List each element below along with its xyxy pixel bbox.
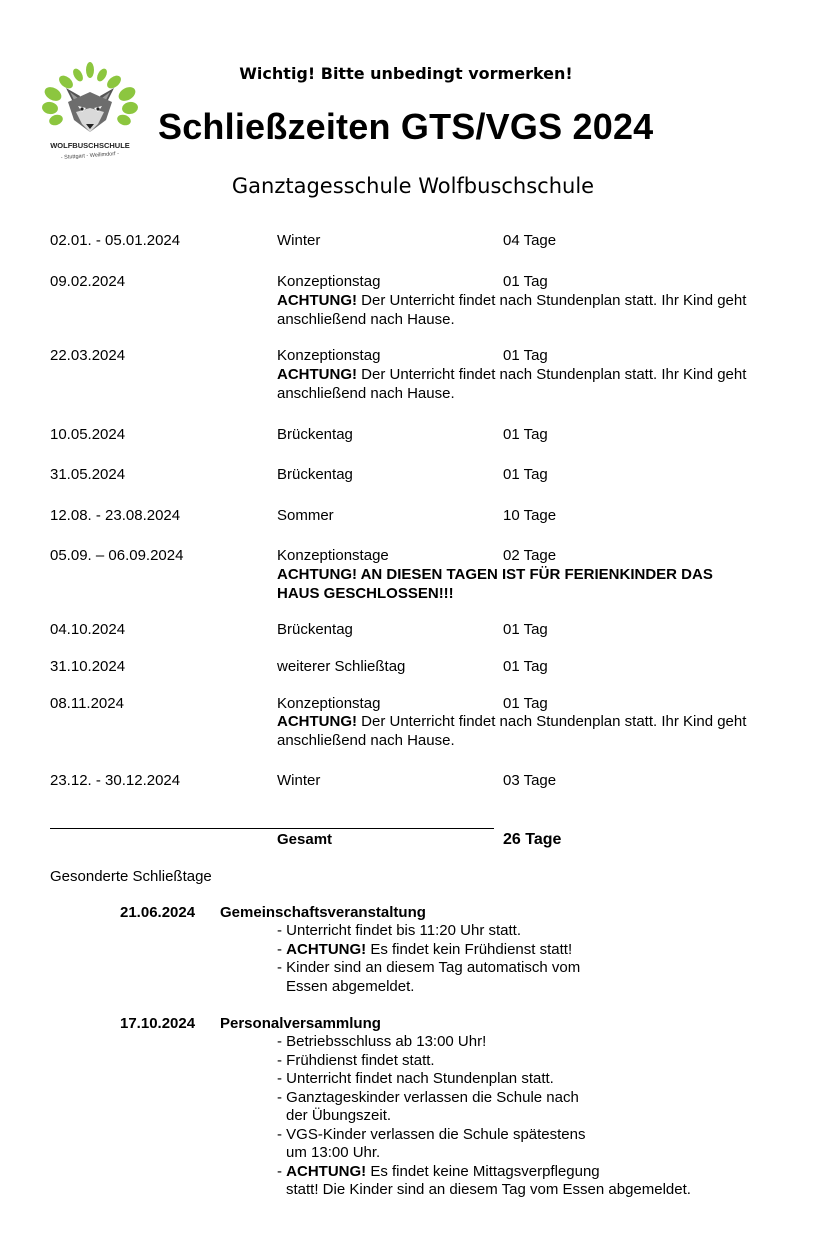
logo-text-top: WOLFBUSCHSCHULE — [50, 141, 130, 150]
closure-type: Brückentag — [277, 466, 353, 483]
closure-warning — [277, 291, 757, 329]
closure-duration: 01 Tag — [503, 695, 548, 712]
closure-type: Brückentag — [277, 621, 353, 638]
list-item: Essen abgemeldet. — [286, 977, 415, 995]
closure-date: 02.01. - 05.01.2024 — [50, 232, 181, 249]
total-label: Gesamt — [277, 831, 333, 848]
closure-duration: 01 Tag — [503, 347, 548, 364]
warning-label: ACHTUNG! — [277, 366, 357, 383]
closure-date: 31.10.2024 — [50, 658, 126, 675]
list-item: - VGS-Kinder verlassen die Schule spätestens — [277, 1125, 586, 1143]
closure-type: Winter — [277, 772, 321, 789]
event-details — [277, 922, 580, 996]
warning-label: ACHTUNG! — [277, 292, 357, 309]
logo-text-bottom: - Stuttgart - Weilimdorf - — [60, 150, 120, 162]
closure-date: 10.05.2024 — [50, 426, 126, 443]
closure-duration: 01 Tag — [503, 658, 548, 675]
warning-text: Der Unterricht findet nach Stundenplan statt. Ihr Kind geht anschließend nach Hause. — [277, 713, 747, 749]
closure-duration: 03 Tage — [503, 772, 557, 789]
list-item: statt! Die Kinder sind an diesem Tag vom Essen abgemeldet. — [286, 1181, 691, 1198]
list-item: der Übungszeit. — [286, 1107, 392, 1124]
page-subtitle: Ganztagesschule Wolfbuschschule — [231, 174, 595, 198]
closure-type: Konzeptionstag — [277, 347, 381, 364]
list-item: - Kinder sind an diesem Tag automatisch vom — [277, 959, 581, 976]
closure-date: 22.03.2024 — [50, 347, 126, 364]
list-item: - Ganztageskinder verlassen die Schule nach — [277, 1088, 579, 1106]
warning-text: Der Unterricht findet nach Stundenplan statt. Ihr Kind geht anschließend nach Hause. — [277, 292, 747, 328]
total-value: 26 Tage — [503, 831, 562, 848]
important-note: Wichtig! Bitte unbedingt vormerken! — [239, 64, 573, 83]
event-date: 21.06.2024 — [120, 904, 196, 921]
closure-warning — [277, 365, 757, 403]
list-item: - Betriebsschluss ab 13:00 Uhr! — [277, 1033, 487, 1050]
event-date: 17.10.2024 — [120, 1015, 196, 1032]
closure-type: Brückentag — [277, 426, 353, 443]
closure-date: 12.08. - 23.08.2024 — [50, 507, 181, 524]
closure-duration: 02 Tage — [503, 547, 557, 564]
warning-text: Der Unterricht findet nach Stundenplan statt. Ihr Kind geht anschließend nach Hause. — [277, 366, 747, 402]
special-closures-title: Gesonderte Schließtage — [50, 868, 212, 885]
closure-duration: 04 Tage — [503, 232, 557, 249]
list-item: - Unterricht findet nach Stundenplan statt. — [277, 1070, 554, 1087]
closure-date: 08.11.2024 — [50, 695, 124, 712]
closure-duration: 01 Tag — [503, 466, 548, 483]
closure-type: weiterer Schließtag — [277, 658, 406, 675]
total-divider — [50, 828, 494, 829]
closure-date: 05.09. – 06.09.2024 — [50, 547, 184, 564]
closure-date: 23.12. - 30.12.2024 — [50, 772, 181, 789]
closure-type: Konzeptionstage — [277, 547, 389, 564]
event-name: Gemeinschaftsveranstaltung — [220, 904, 426, 921]
list-item: um 13:00 Uhr. — [286, 1144, 381, 1161]
event-details — [277, 1033, 691, 1200]
closure-type: Konzeptionstag — [277, 695, 381, 712]
closure-type: Konzeptionstag — [277, 273, 381, 290]
list-item: - ACHTUNG! Es findet kein Frühdienst statt! — [277, 940, 573, 958]
closure-type: Sommer — [277, 507, 334, 524]
closure-date: 09.02.2024 — [50, 273, 126, 290]
closure-warning — [277, 712, 757, 750]
closure-warning: ACHTUNG! AN DIESEN TAGEN IST FÜR FERIENKINDER DAS HAUS GESCHLOSSEN!!! — [277, 566, 713, 602]
closure-type: Winter — [277, 232, 321, 249]
list-item: - ACHTUNG! Es findet keine Mittagsverpflegung — [277, 1162, 600, 1180]
closure-duration: 01 Tag — [503, 273, 548, 290]
page-title: Schließzeiten GTS/VGS 2024 — [158, 106, 654, 147]
closure-date: 31.05.2024 — [50, 466, 126, 483]
closure-duration: 10 Tage — [503, 507, 557, 524]
event-heading — [120, 1015, 381, 1032]
closure-duration: 01 Tag — [503, 426, 548, 443]
warning-label: ACHTUNG! — [277, 713, 357, 730]
list-item: - Frühdienst findet statt. — [277, 1051, 435, 1069]
list-item: - Unterricht findet bis 11:20 Uhr statt. — [277, 922, 521, 939]
closure-duration: 01 Tag — [503, 621, 548, 638]
event-heading — [120, 904, 426, 921]
event-name: Personalversammlung — [220, 1015, 381, 1032]
closure-date: 04.10.2024 — [50, 621, 126, 638]
